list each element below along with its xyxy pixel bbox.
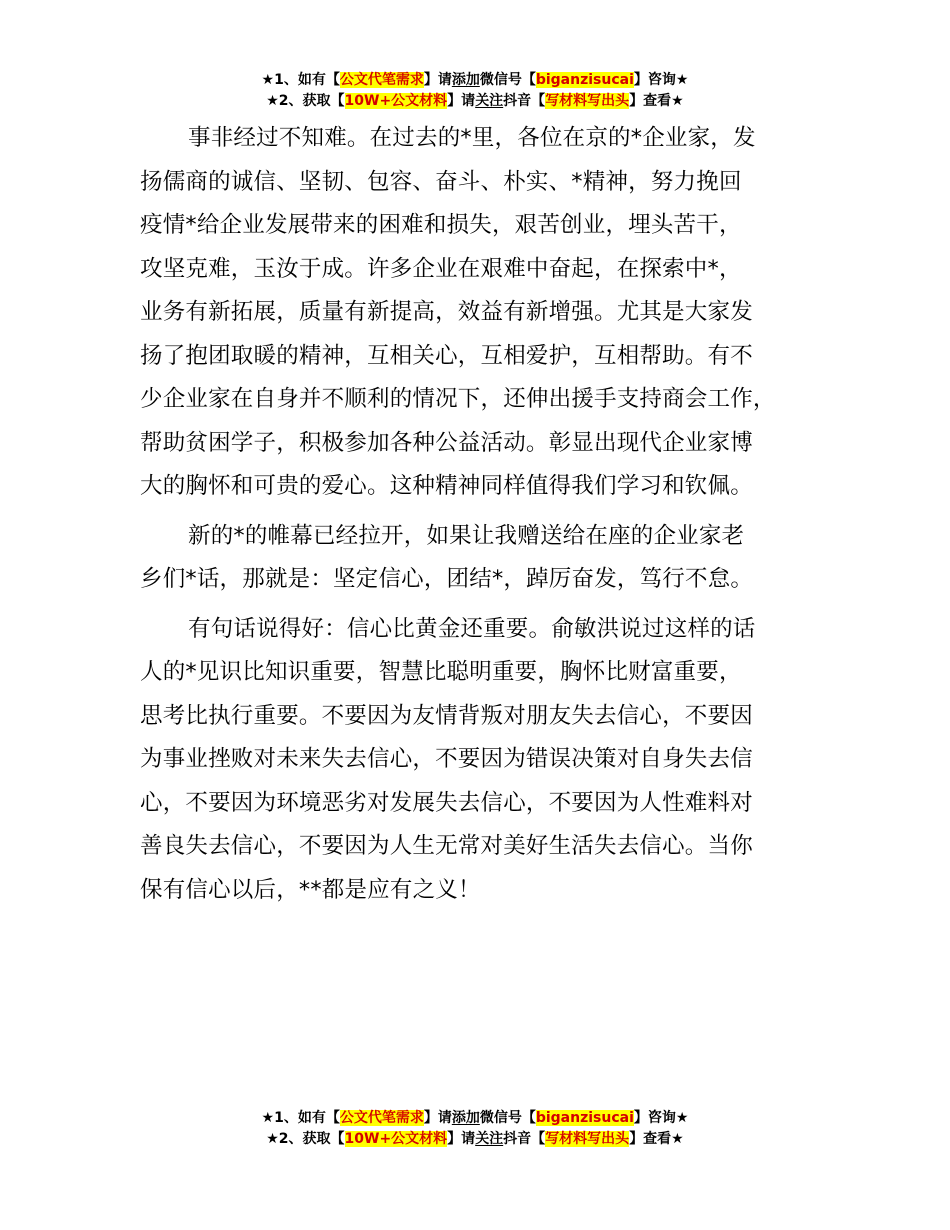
banner-text: 】查看★ bbox=[629, 1131, 684, 1147]
underlined-text: 关注 bbox=[475, 1131, 504, 1147]
banner-text: 抖音【 bbox=[503, 93, 546, 109]
text-line: 保有信心以后，**都是应有之义！ bbox=[140, 876, 481, 903]
banner-text: 】请 bbox=[423, 72, 452, 88]
wechat-id: biganzisucai bbox=[535, 72, 634, 88]
banner-text: 】咨询★ bbox=[633, 72, 689, 88]
banner-line-2 bbox=[0, 1129, 950, 1150]
banner-text: ★2、获取【 bbox=[266, 93, 345, 109]
text-line: 有句话说得好：信心比黄金还重要。俞敏洪说过这样的话 bbox=[188, 615, 756, 642]
banner-text: 微信号【 bbox=[479, 72, 536, 88]
text-line: 疫情*给企业发展带来的困难和损失，艰苦创业，埋头苦干， bbox=[140, 212, 742, 238]
highlight-text: 10W+公文材料 bbox=[344, 1131, 448, 1147]
highlight-text: 公文代笔需求 bbox=[339, 1110, 424, 1126]
text-line: 思考比执行重要。不要因为友情背叛对朋友失去信心，不要因 bbox=[140, 702, 753, 729]
banner-text: 】咨询★ bbox=[633, 1110, 689, 1126]
paragraph-1 bbox=[140, 117, 840, 509]
banner-text: 】请 bbox=[423, 1110, 452, 1126]
text-line: 攻坚克难，玉汝于成。许多企业在艰难中奋起，在探索中*， bbox=[140, 255, 742, 282]
banner-text: 】请 bbox=[447, 93, 476, 109]
douyin-account: 写材料写出头 bbox=[545, 1131, 630, 1147]
text-line: 事非经过不知难。在过去的*里，各位在京的*企业家，发 bbox=[188, 125, 756, 151]
banner-line-1 bbox=[0, 70, 950, 91]
text-line: 善良失去信心，不要因为人生无常对美好生活失去信心。当你 bbox=[140, 833, 753, 859]
highlight-text: 10W+公文材料 bbox=[344, 93, 448, 109]
text-line: 扬了抱团取暖的精神，互相关心，互相爱护，互相帮助。有不 bbox=[140, 342, 753, 369]
banner-text: 抖音【 bbox=[503, 1131, 546, 1147]
wechat-id: biganzisucai bbox=[535, 1110, 634, 1126]
text-line: 新的*的帷幕已经拉开，如果让我赠送给在座的企业家老 bbox=[188, 522, 745, 549]
banner-text: ★1、如有【 bbox=[261, 1110, 340, 1126]
underlined-text: 添加 bbox=[451, 72, 480, 88]
text-line: 心，不要因为环境恶劣对发展失去信心，不要因为人性难料对 bbox=[140, 789, 753, 816]
document-body bbox=[140, 117, 840, 918]
text-line: 少企业家在自身并不顺利的情况下，还伸出援手支持商会工作， bbox=[140, 386, 776, 412]
banner-text: 】请 bbox=[447, 1131, 476, 1147]
banner-text: 】查看★ bbox=[629, 93, 684, 109]
paragraph-2 bbox=[140, 515, 840, 602]
underlined-text: 添加 bbox=[451, 1110, 480, 1126]
banner-line-1 bbox=[0, 1108, 950, 1129]
text-line: 为事业挫败对未来失去信心，不要因为错误决策对自身失去信 bbox=[140, 746, 753, 772]
douyin-account: 写材料写出头 bbox=[545, 93, 630, 109]
highlight-text: 公文代笔需求 bbox=[339, 72, 424, 88]
text-line: 帮助贫困学子，积极参加各种公益活动。彰显出现代企业家博 bbox=[140, 429, 753, 456]
text-line: 乡们*话，那就是：坚定信心，团结*，踔厉奋发，笃行不怠。 bbox=[140, 566, 754, 592]
banner-text: ★1、如有【 bbox=[261, 72, 340, 88]
text-line: 业务有新拓展，质量有新提高，效益有新增强。尤其是大家发 bbox=[140, 299, 753, 325]
text-line: 人的*见识比知识重要，智慧比聪明重要，胸怀比财富重要， bbox=[140, 659, 742, 685]
paragraph-3 bbox=[140, 608, 840, 913]
banner-text: ★2、获取【 bbox=[266, 1131, 345, 1147]
text-line: 大的胸怀和可贵的爱心。这种精神同样值得我们学习和钦佩。 bbox=[140, 473, 753, 499]
text-line: 扬儒商的诚信、坚韧、包容、奋斗、朴实、*精神，努力挽回 bbox=[140, 168, 742, 195]
underlined-text: 关注 bbox=[475, 93, 504, 109]
header-banner bbox=[0, 70, 950, 112]
banner-text: 微信号【 bbox=[479, 1110, 536, 1126]
banner-line-2 bbox=[0, 91, 950, 112]
footer-banner bbox=[0, 1108, 950, 1150]
